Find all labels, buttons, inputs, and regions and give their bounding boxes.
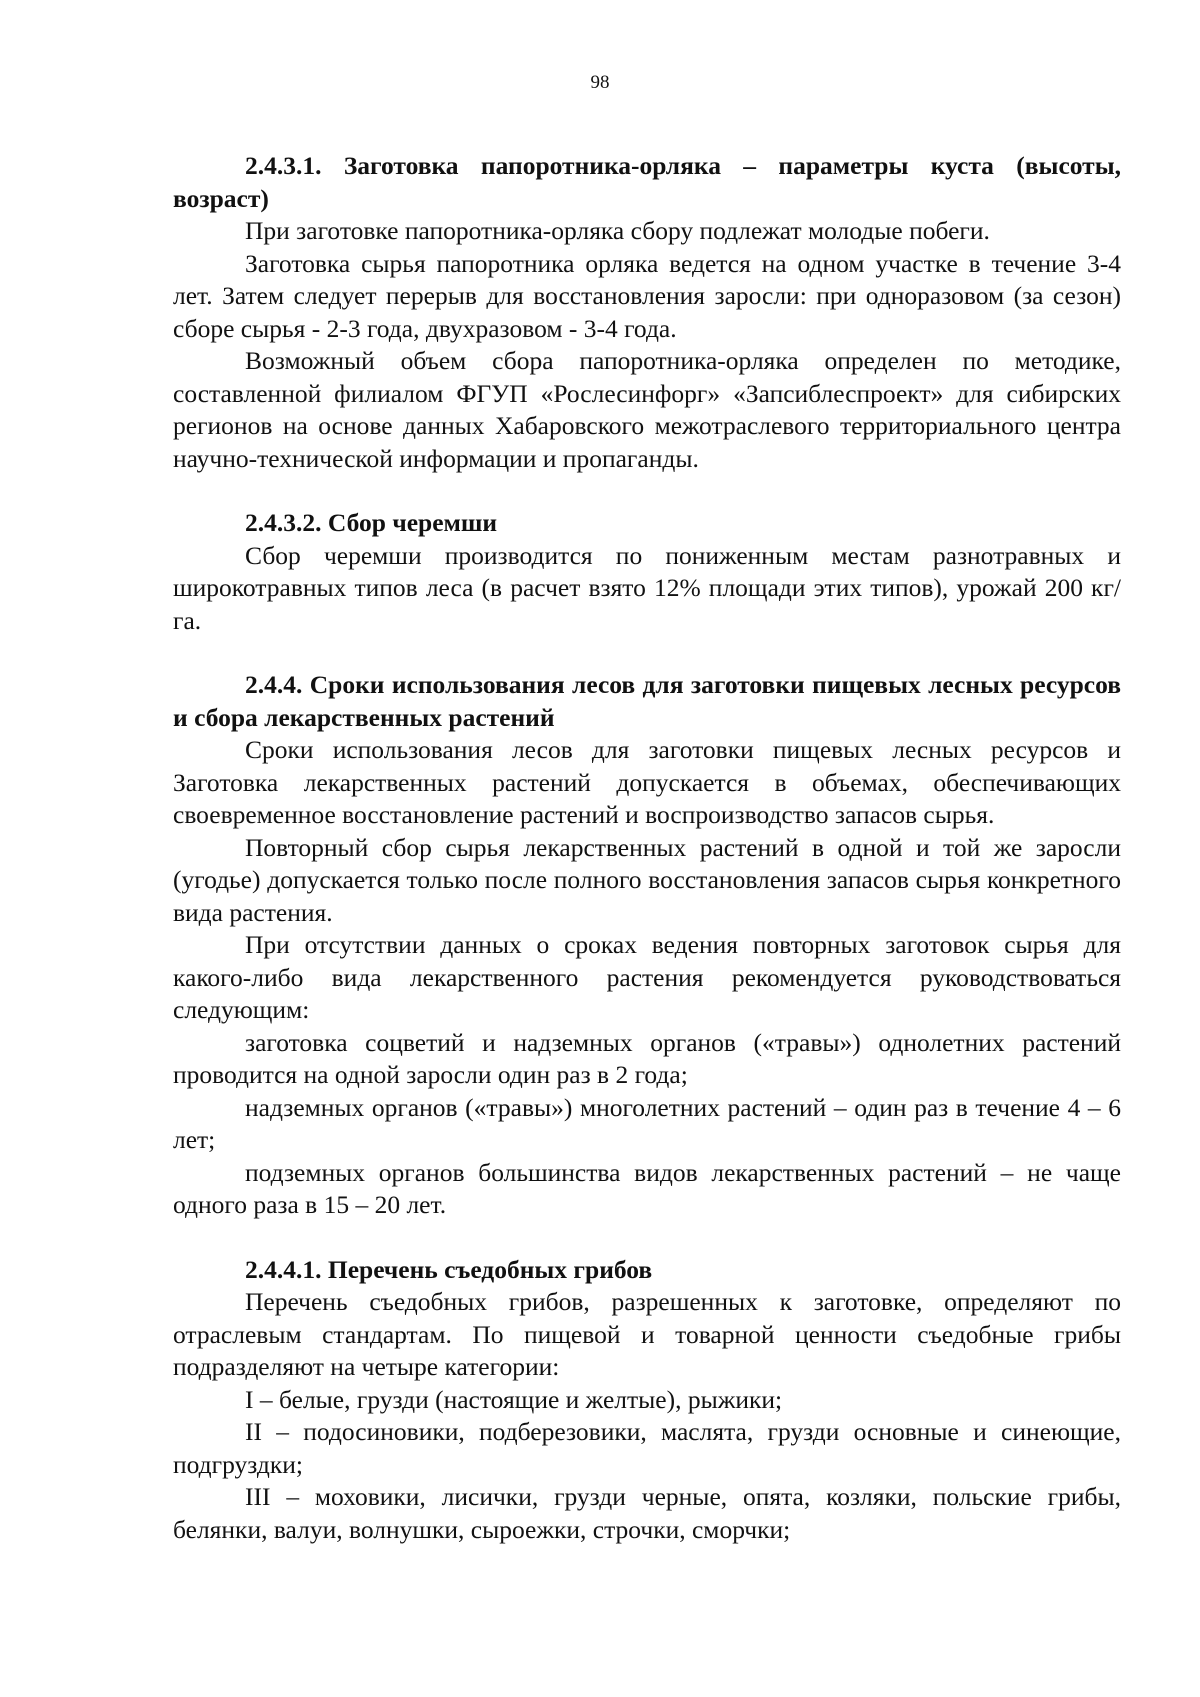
section-heading: 2.4.4. Сроки использования лесов для заготовки пищевых лесных ресурсов и сбора лекарственных растений (173, 670, 1121, 732)
page-number: 98 (590, 72, 610, 93)
spacer (173, 637, 1121, 669)
spacer (173, 1222, 1121, 1254)
paragraph: Перечень съедобных грибов, разрешенных к заготовке, определяют по отраслевым стандартам. По пищевой и товарной ценности съедобные грибы подразделяют на четыре категории: (173, 1287, 1121, 1381)
list-item: надземных органов («травы») многолетних растений – один раз в течение 4 – 6 лет; (173, 1092, 1121, 1154)
list-item: III – моховики, лисички, грузди черные, опята, козляки, польские грибы, белянки, валуи, волнушки, сыроежки, строчки, сморчки; (173, 1482, 1121, 1544)
list-item: подземных органов большинства видов лекарственных растений – не чаще одного раза в 15 – 20 лет. (173, 1157, 1121, 1219)
section-2-4-3-1 (173, 150, 1121, 475)
document-body (173, 150, 1121, 1546)
section-heading: 2.4.3.1. Заготовка папоротника-орляка – параметры куста (высоты, возраст) (173, 151, 1121, 213)
section-heading: 2.4.4.1. Перечень съедобных грибов (245, 1254, 653, 1284)
paragraph: Заготовка сырья папоротника орляка ведется на одном участке в течение 3-4 лет. Затем следует перерыв для восстановления заросли: при одноразовом (за сезон) сборе сырья - 2-3 года, двухразовом - 3-4 года. (173, 248, 1121, 343)
spacer (173, 475, 1121, 507)
section-2-4-4 (173, 669, 1121, 1222)
paragraph: Сроки использования лесов для заготовки пищевых лесных ресурсов и Заготовка лекарственных растений допускается в объемах, обеспечивающих своевременное восстановление растений и воспроизводство запасов сырья. (173, 735, 1121, 829)
paragraph: При отсутствии данных о сроках ведения повторных заготовок сырья для какого-либо вида лекарственного растения рекомендуется руководствоваться следующим: (173, 930, 1121, 1024)
list-item: заготовка соцветий и надземных органов («травы») однолетних растений проводится на одной заросли один раз в 2 года; (173, 1027, 1121, 1089)
section-2-4-3-2 (173, 507, 1121, 637)
paragraph: При заготовке папоротника-орляка сбору подлежат молодые побеги. (245, 216, 990, 245)
paragraph: Возможный объем сбора папоротника-орляка определен по методике, составленной филиалом ФГУП «Рослесинфорг» «Запсиблеспроект» для сибирских регионов на основе данных Хабаровского межотраслевого территориального центра научно-технической информации и пропаганды. (173, 346, 1121, 473)
list-item: I – белые, грузди (настоящие и желтые), рыжики; (245, 1384, 783, 1414)
section-heading: 2.4.3.2. Сбор черемши (245, 508, 498, 537)
paragraph: Сбор черемши производится по пониженным местам разнотравных и широкотравных типов леса (в расчет взято 12% площади этих типов), урожай 200 кг/га. (173, 540, 1121, 635)
list-item: II – подосиновики, подберезовики, маслята, грузди основные и синеющие, подгруздки; (173, 1417, 1121, 1479)
section-2-4-4-1 (173, 1254, 1121, 1547)
paragraph: Повторный сбор сырья лекарственных растений в одной и той же заросли (угодье) допускается только после полного восстановления запасов сырья конкретного вида растения. (173, 832, 1121, 927)
